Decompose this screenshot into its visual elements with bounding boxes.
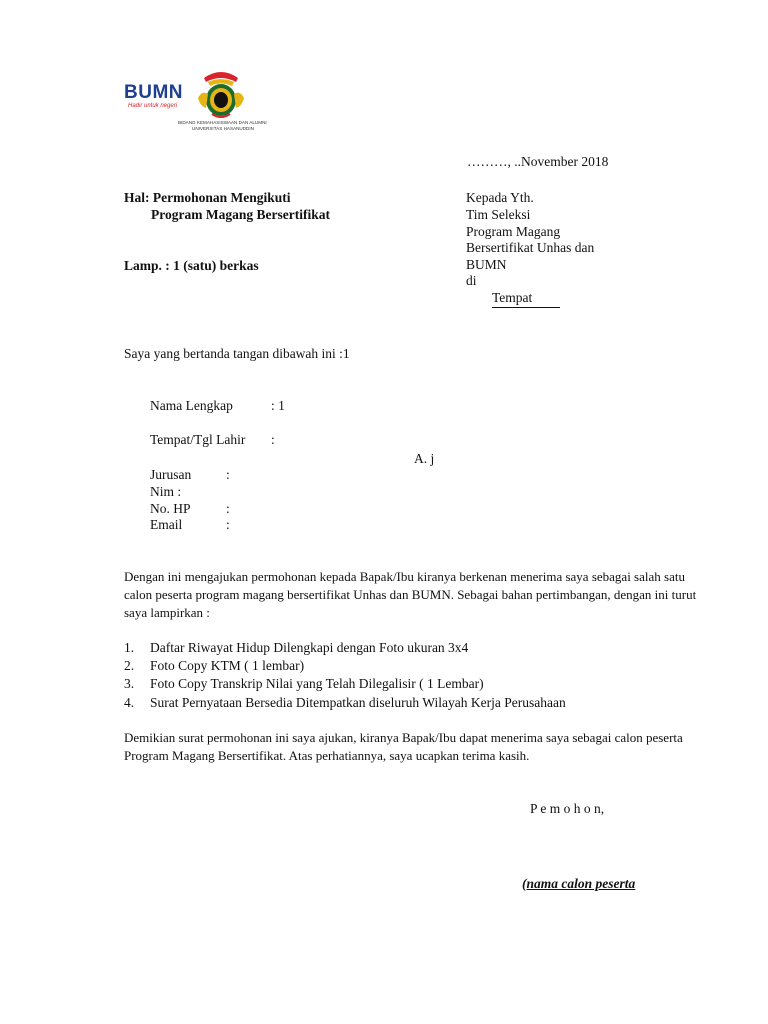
list-item: 1. Daftar Riwayat Hidup Dilengkapi dengan Foto ukuran 3x4 <box>124 640 469 655</box>
field-tempat-value: : <box>271 432 275 447</box>
stray-text: A. j <box>414 451 435 466</box>
list-item: 2. Foto Copy KTM ( 1 lembar) <box>124 658 305 674</box>
recipient-line6: di <box>466 273 477 288</box>
attachment-list <box>124 640 566 713</box>
recipient-tempat: Tempat <box>492 290 560 308</box>
date-line: ………, ..November 2018 <box>467 154 609 169</box>
list-item: 4. Surat Pernyataan Bersedia Ditempatkan diseluruh Wilayah Kerja Perusahaan <box>124 694 566 710</box>
field-jurusan-value: : <box>226 467 230 482</box>
field-nama-value: : 1 <box>271 398 285 413</box>
unhas-emblem-icon <box>196 68 246 120</box>
bumn-logo-text: BUMN <box>124 82 183 103</box>
recipient-line3: Program Magang <box>466 224 561 239</box>
list-item: 3. Foto Copy Transkrip Nilai yang Telah Dilegalisir ( 1 Lembar) <box>124 676 484 692</box>
closing-paragraph: Demikian surat permohonan ini saya ajukan, kiranya Bapak/Ibu dapat menerima saya sebagai calon peserta Program Magang Bersertifikat. Atas perhatiannya, saya ucapkan terima kasih. <box>124 730 683 763</box>
bumn-tagline: Hadir untuk negeri <box>128 103 178 109</box>
field-hp-label: No. HP <box>150 501 191 516</box>
intro-text: Saya yang bertanda tangan dibawah ini :1 <box>124 346 350 361</box>
signature-name: (nama calon peserta <box>522 876 636 891</box>
field-email-value: : <box>226 517 230 532</box>
recipient-line4: Bersertifikat Unhas dan <box>466 240 595 255</box>
field-email-label: Email <box>150 517 183 532</box>
field-tempat-label: Tempat/Tgl Lahir <box>150 432 246 447</box>
signature-label: P e m o h o n, <box>530 801 605 816</box>
subject-line2: Program Magang Bersertifikat <box>151 207 330 222</box>
field-hp-value: : <box>226 501 230 516</box>
field-jurusan-label: Jurusan <box>150 467 192 482</box>
recipient-line1: Kepada Yth. <box>466 190 534 205</box>
body-paragraph: Dengan ini mengajukan permohonan kepada Bapak/Ibu kiranya berkenan menerima saya sebagai salah satu calon peserta program magang bersertifikat Unhas dan BUMN. Sebagai bahan pertimbangan, dengan ini turut saya lampirkan : <box>124 569 697 620</box>
field-nim-label: Nim : <box>150 484 182 499</box>
recipient-line5: BUMN <box>466 257 507 272</box>
logo-caption-line1: BIDANG KEMAHASISWAAN DAN ALUMNI <box>178 120 267 125</box>
subject-line1: Hal: Permohonan Mengikuti <box>124 190 291 205</box>
letterhead-logo <box>122 68 272 138</box>
field-nama-label: Nama Lengkap <box>150 398 233 413</box>
recipient-line2: Tim Seleksi <box>466 207 531 222</box>
attachment-count: Lamp. : 1 (satu) berkas <box>124 258 259 273</box>
logo-caption-line2: UNIVERSITAS HASANUDDIN <box>192 126 254 131</box>
recipient-line7 <box>492 290 560 308</box>
